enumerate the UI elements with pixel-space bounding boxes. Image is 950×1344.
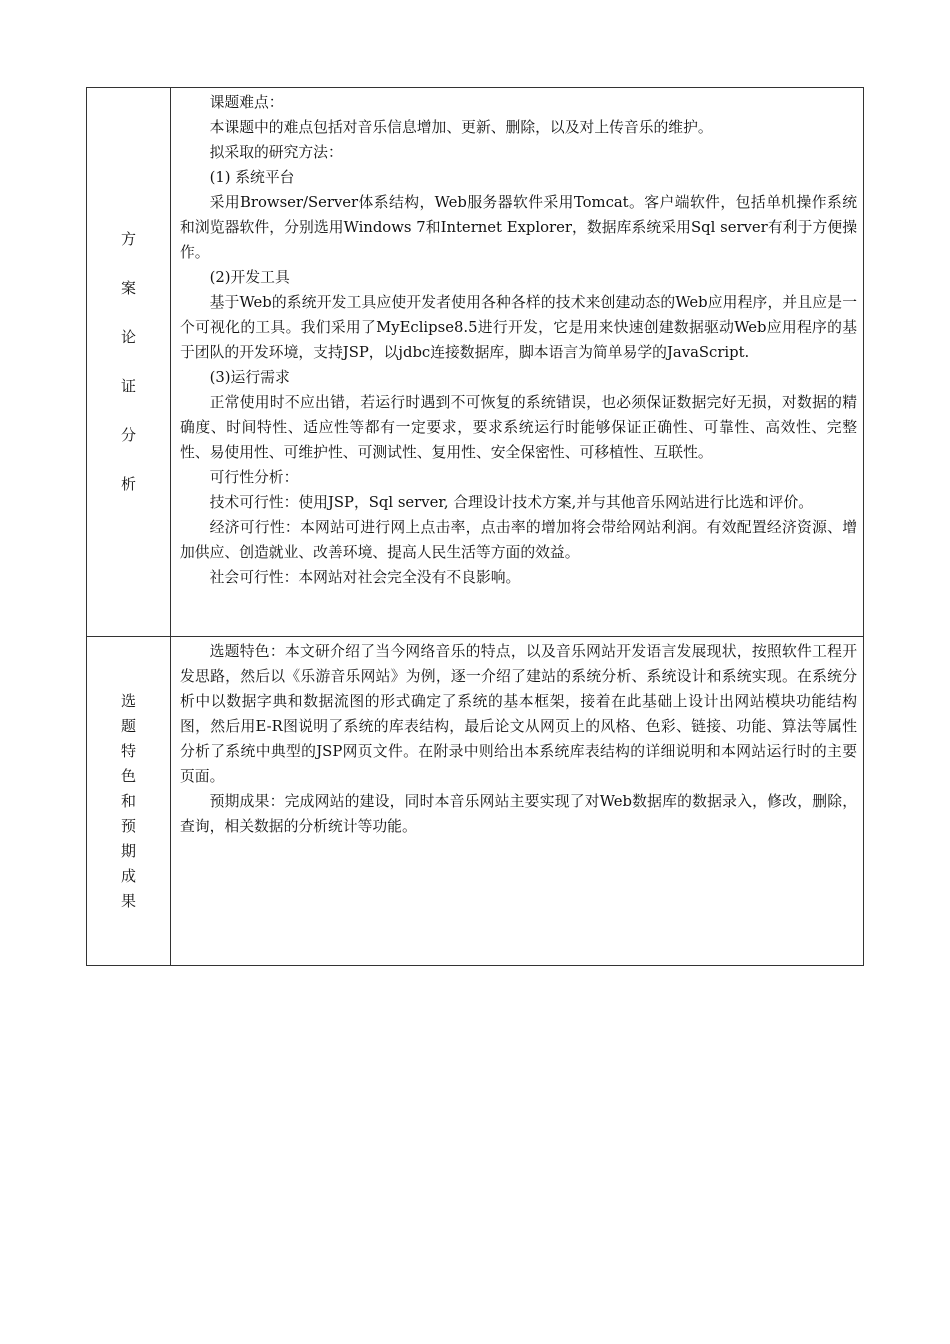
- scheme-analysis-content: [171, 88, 864, 637]
- label-char: 和: [120, 791, 136, 810]
- label-char: 析: [120, 475, 136, 493]
- feasibility-heading: 可行性分析：: [209, 469, 299, 486]
- label-char: 预: [120, 816, 136, 835]
- label-char: 色: [120, 766, 136, 785]
- label-char: 期: [120, 841, 136, 860]
- difficulty-heading: 课题难点：: [209, 94, 284, 111]
- features-outcomes-row: [87, 637, 864, 966]
- label-char: 方: [120, 230, 136, 248]
- label-char: 论: [120, 328, 136, 346]
- features-outcomes-label: [87, 689, 170, 914]
- platform-text: 采用Browser/Server体系结构，Web服务器软件采用Tomcat。客户端软件，包括单机操作系统和浏览器软件，分别选用Windows 7和Internet Explorer，数据库系统采用Sql server有利于方便操作。: [180, 194, 857, 261]
- label-char: 选: [120, 691, 136, 710]
- requirements-text: 正常使用时不应出错，若运行时遇到不可恢复的系统错误，也必须保证数据完好无损，对数据的精确度、时间特性、适应性等都有一定要求，要求系统运行时能够保证正确性、可靠性、高效性、完整性、易使用性、可维护性、可测试性、复用性、安全保密性、可移植性、互联性。: [180, 394, 857, 461]
- label-char: 证: [120, 377, 136, 395]
- scheme-analysis-row: [87, 88, 864, 637]
- scheme-analysis-label: [87, 215, 170, 509]
- technical-feasibility: 技术可行性：使用JSP，Sql server, 合理设计技术方案,并与其他音乐网站进行比选和评价。: [209, 494, 814, 511]
- requirements-heading: (3)运行需求: [209, 369, 290, 386]
- economic-feasibility: 经济可行性：本网站可进行网上点击率，点击率的增加将会带给网站利润。有效配置经济资源、增加供应、创造就业、改善环境、提高人民生活等方面的效益。: [180, 519, 857, 561]
- label-char: 分: [120, 426, 136, 444]
- features-outcomes-content: [171, 637, 864, 966]
- scheme-analysis-label-cell: [87, 88, 171, 637]
- social-feasibility: 社会可行性：本网站对社会完全没有不良影响。: [209, 569, 521, 586]
- tools-text: 基于Web的系统开发工具应使开发者使用各种各样的技术来创建动态的Web应用程序，并且应是一个可视化的工具。我们采用了MyEclipse8.5进行开发，它是用来快速创建数据驱动Web应用程序的基于团队的开发环境，支持JSP，以jdbc连接数据库，脚本语言为简单易学的JavaScript.: [180, 294, 857, 361]
- tools-heading: (2)开发工具: [209, 269, 290, 286]
- method-heading: 拟采取的研究方法：: [209, 144, 343, 161]
- features-outcomes-label-cell: [87, 637, 171, 966]
- platform-heading: (1) 系统平台: [209, 169, 295, 186]
- expected-outcomes-text: 预期成果：完成网站的建设，同时本音乐网站主要实现了对Web数据库的数据录入，修改，删除，查询，相关数据的分析统计等功能。: [180, 793, 857, 835]
- label-char: 特: [120, 741, 136, 760]
- label-char: 题: [120, 716, 136, 735]
- label-char: 果: [120, 891, 136, 910]
- label-char: 案: [120, 279, 136, 297]
- topic-features-text: 选题特色：本文研介绍了当今网络音乐的特点，以及音乐网站开发语言发展现状，按照软件工程开发思路，然后以《乐游音乐网站》为例，逐一介绍了建站的系统分析、系统设计和系统实现。在系统分析中以数据字典和数据流图的形式确定了系统的基本框架，接着在此基础上设计出网站模块功能结构图，然后用E-R图说明了系统的库表结构，最后论文从网页上的风格、色彩、链接、功能、算法等属性分析了系统中典型的JSP网页文件。在附录中则给出本系统库表结构的详细说明和本网站运行时的主要页面。: [180, 643, 857, 785]
- difficulty-text: 本课题中的难点包括对音乐信息增加、更新、删除，以及对上传音乐的维护。: [209, 119, 713, 136]
- proposal-form-table: [86, 87, 864, 966]
- label-char: 成: [120, 866, 136, 885]
